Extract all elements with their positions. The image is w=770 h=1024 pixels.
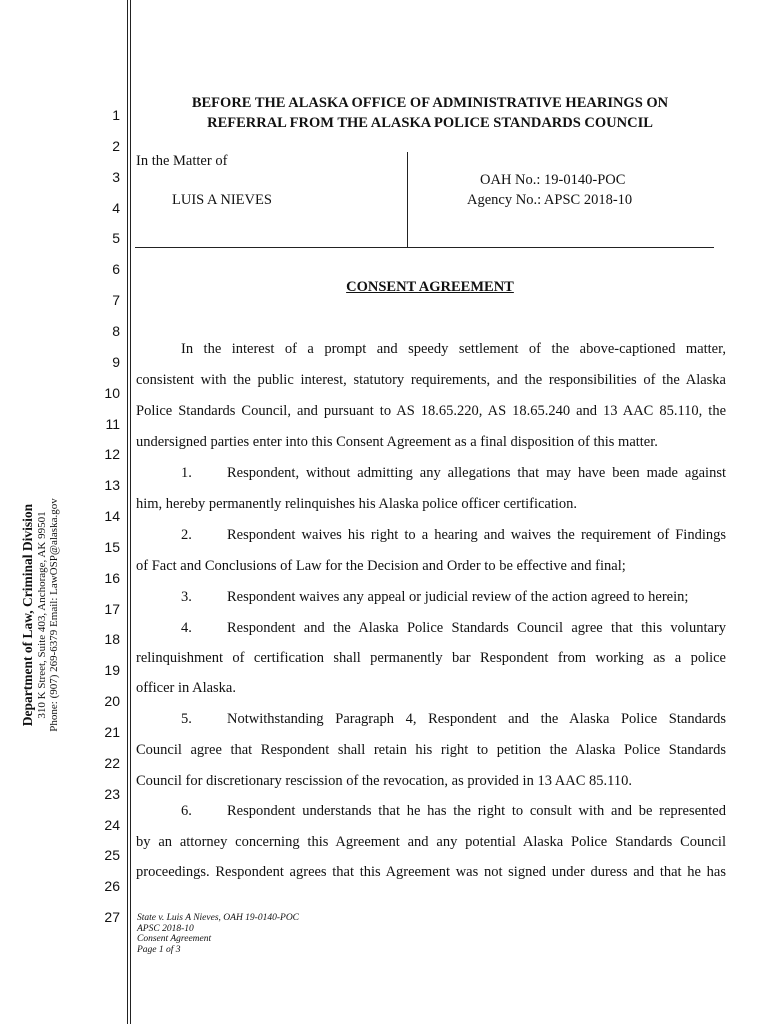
line-number: 1 — [112, 107, 120, 123]
line-number: 12 — [104, 446, 120, 463]
para-5-line-1: Notwithstanding Paragraph 4, Respondent and the Alaska Police Standards — [227, 711, 726, 727]
line-number: 3 — [112, 168, 120, 185]
line-number: 2 — [112, 137, 120, 154]
line-number: 26 — [104, 878, 120, 895]
left-margin-rule-inner — [130, 0, 131, 1024]
para-6-line-1: Respondent understands that he has the right to consult with and be represented — [227, 803, 726, 819]
line-number: 16 — [104, 569, 120, 586]
para-5-line-3: Council for discretionary rescission of the revocation, as provided in 13 AAC 85.110. — [136, 773, 632, 789]
para-4-line-3: officer in Alaska. — [136, 680, 236, 696]
para-5-line-2: Council agree that Respondent shall retain his right to petition the Alaska Police Standards — [136, 742, 726, 758]
line-number: 18 — [104, 631, 120, 648]
line-number: 27 — [104, 909, 120, 926]
para-2-line-1: Respondent waives his right to a hearing and waives the requirement of Findings — [227, 527, 726, 543]
line-number: 13 — [104, 477, 120, 494]
line-number: 19 — [104, 662, 120, 679]
line-number: 15 — [104, 538, 120, 555]
para-2-line-2: of Fact and Conclusions of Law for the Decision and Order to be effective and final; — [136, 558, 626, 574]
sidebar-title: Department of Law, Criminal Division — [20, 503, 35, 727]
footer-document-name: Consent Agreement — [137, 934, 212, 944]
left-margin-rule — [127, 0, 128, 1024]
line-number: 22 — [104, 754, 120, 771]
line-number: 5 — [112, 230, 120, 247]
intro-line-1: In the interest of a prompt and speedy settlement of the above-captioned matter, — [181, 341, 726, 357]
line-number: 6 — [112, 261, 120, 278]
para-1-number: 1. — [181, 465, 192, 481]
page-footer — [137, 913, 299, 955]
agency-number: Agency No.: APSC 2018-10 — [467, 192, 633, 208]
para-4-line-1: Respondent and the Alaska Police Standards Council agree that this voluntary — [227, 620, 726, 636]
sidebar-address: 310 K Street, Suite 403, Anchorage, AK 99501 — [35, 511, 48, 719]
para-3-line-1: Respondent waives any appeal or judicial review of the action agreed to herein; — [227, 589, 689, 605]
footer-case-caption: State v. Luis A Nieves, OAH 19-0140-POC — [137, 913, 300, 923]
para-4-line-2: relinquishment of certification shall permanently bar Respondent from working as a police — [136, 650, 726, 666]
court-heading-line-1: BEFORE THE ALASKA OFFICE OF ADMINISTRATIVE HEARINGS ON — [191, 95, 669, 111]
para-6-number: 6. — [181, 803, 192, 819]
line-number: 21 — [104, 724, 120, 740]
sidebar-contact: Phone: (907) 269-6379 Email: LawOSP@alaska.gov — [48, 498, 61, 732]
intro-line-3: Police Standards Council, and pursuant to AS 18.65.220, AS 18.65.240 and 13 AAC 85.110, the — [136, 403, 726, 419]
line-number: 7 — [112, 292, 120, 309]
line-number: 14 — [104, 508, 120, 525]
footer-page-number: Page 1 of 3 — [137, 944, 181, 955]
para-1-line-2: him, hereby permanently relinquishes his Alaska police officer certification. — [136, 496, 578, 512]
intro-line-2: consistent with the public interest, statutory requirements, and the responsibilities of the Alaska — [136, 372, 726, 388]
line-number: 4 — [112, 199, 120, 216]
line-number: 20 — [104, 693, 120, 710]
caption-divider-horizontal — [135, 247, 714, 248]
intro-line-4: undersigned parties enter into this Consent Agreement as a final disposition of this matter. — [136, 434, 658, 450]
para-3-number: 3. — [181, 589, 192, 605]
line-number: 9 — [112, 353, 120, 370]
oah-number: OAH No.: 19-0140-POC — [480, 172, 626, 188]
line-number: 24 — [104, 816, 120, 833]
para-5-number: 5. — [181, 711, 192, 727]
matter-label: In the Matter of — [136, 153, 228, 169]
line-number: 8 — [112, 322, 120, 339]
line-number: 10 — [104, 384, 120, 401]
caption-divider-vertical — [407, 152, 408, 248]
line-number: 25 — [104, 847, 120, 864]
para-1-line-1: Respondent, without admitting any allegations that may have been made against — [227, 465, 726, 481]
party-name: LUIS A NIEVES — [172, 192, 272, 208]
para-2-number: 2. — [181, 527, 192, 543]
para-4-number: 4. — [181, 620, 192, 636]
firm-sidebar — [20, 485, 80, 745]
footer-agency-number: APSC 2018-10 — [137, 923, 194, 934]
document-title: CONSENT AGREEMENT — [346, 279, 514, 295]
para-6-line-2: by an attorney concerning this Agreement and any potential Alaska Police Standards Council — [136, 834, 726, 850]
para-6-line-3: proceedings. Respondent agrees that this Agreement was not signed under duress and that he has — [136, 864, 726, 880]
line-number: 11 — [105, 415, 120, 432]
line-number: 23 — [104, 785, 120, 802]
court-heading-line-2: REFERRAL FROM THE ALASKA POLICE STANDARDS COUNCIL — [207, 115, 653, 131]
line-number: 17 — [104, 600, 120, 617]
